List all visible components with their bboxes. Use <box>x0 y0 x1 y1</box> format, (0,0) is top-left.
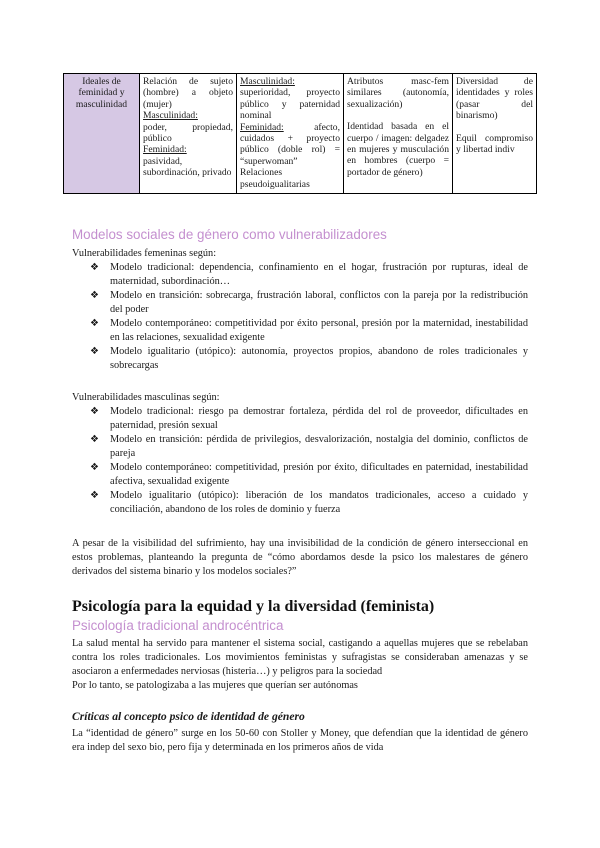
list-item: ❖ Modelo tradicional: dependencia, confinamiento en el hogar, frustración por rupturas, ideal de maternidad, subordinación… <box>90 262 528 287</box>
italic-subheading: Críticas al concepto psico de identidad de género <box>72 710 305 723</box>
cell-text: Diversidad de identidades y roles (pasar del binarismo) <box>456 76 533 122</box>
header-line: Ideales de <box>82 76 121 87</box>
list-intro: Vulnerabilidades masculinas según: <box>72 392 220 403</box>
subsection-heading: Psicología tradicional androcéntrica <box>72 618 284 633</box>
cell-label: Masculinidad: <box>143 110 198 122</box>
cell-text: Relación de sujeto (hombre) a objeto (mujer) <box>143 76 233 110</box>
diamond-bullet-icon: ❖ <box>90 462 99 473</box>
list-item: ❖ Modelo en transición: pérdida de privilegios, desvalorización, nostalgia del dominio, conflictos de pareja <box>90 434 528 459</box>
table-cell-traditional <box>140 74 237 194</box>
table-row <box>64 74 537 194</box>
masculine-vulnerabilities <box>72 391 528 517</box>
feminine-list <box>72 261 528 373</box>
paragraph: La “identidad de género” surge en los 50-60 con Stoller y Money, que defendían que la identidad de género era indep del sexo bio, pero fija y determinada en los primeros años de vida <box>72 728 528 753</box>
list-item: ❖ Modelo contemporáneo: competitividad, presión por éxito, dificultades en paternidad, inestabilidad afectiva, sexualidad exigente <box>90 462 528 487</box>
table-cell-egalitarian <box>453 74 537 194</box>
list-item: ❖ Modelo tradicional: riesgo pa demostrar fortaleza, pérdida del rol de proveedor, dificultades en paternidad, presión sexual <box>90 406 528 431</box>
paragraph: Por lo tanto, se patologizaba a las mujeres que querían ser autónomas <box>72 680 358 691</box>
cell-text: Identidad basada en el cuerpo / imagen: delgadez en mujeres y musculación en hombres (cuerpo = portador de género) <box>347 121 449 178</box>
table-cell-transition <box>237 74 344 194</box>
section-heading: Modelos sociales de género como vulnerabilizadores <box>72 227 387 242</box>
gender-ideals-table <box>63 73 537 194</box>
list-intro: Vulnerabilidades femeninas según: <box>72 248 217 259</box>
main-heading: Psicología para la equidad y la diversidad (feminista) <box>72 598 435 615</box>
list-item: ❖ Modelo en transición: sobrecarga, frustración laboral, conflictos con la pareja por la redistribución del poder <box>90 290 528 315</box>
cell-label: Feminidad: <box>240 121 284 133</box>
diamond-bullet-icon: ❖ <box>90 346 99 357</box>
cell-text: Equil compromiso y libertad indiv <box>456 132 533 156</box>
header-line: feminidad y <box>78 87 125 99</box>
cell-text: pasividad, subordinación, privado <box>143 155 232 179</box>
header-line: masculinidad <box>75 98 128 110</box>
list-item: ❖ Modelo igualitario (utópico): liberación de los mandatos tradicionales, acceso a cuidado y conciliación, abandono de los roles de dominio y fuerza <box>90 490 528 515</box>
feminine-vulnerabilities <box>72 247 528 373</box>
paragraph: La salud mental ha servido para mantener el sistema social, castigando a aquellas mujeres que se rebelaban contra los roles tradicionales. Los movimientos feministas y sufragistas se consideraban amenazas y se asociaron a enfermedades nerviosas (histeria…) y peligros para la sociedad <box>72 638 528 677</box>
diamond-bullet-icon: ❖ <box>90 318 99 329</box>
diamond-bullet-icon: ❖ <box>90 434 99 445</box>
diamond-bullet-icon: ❖ <box>90 490 99 501</box>
cell-text: Relaciones pseudoigualitarias <box>240 167 310 190</box>
cell-label: Feminidad: <box>143 144 187 156</box>
cell-text: poder, propiedad, público <box>143 121 233 145</box>
masculine-list <box>72 405 528 517</box>
diamond-bullet-icon: ❖ <box>90 262 99 273</box>
table-cell-contemporary <box>344 74 453 194</box>
diamond-bullet-icon: ❖ <box>90 406 99 417</box>
table-header-cell <box>64 74 140 194</box>
list-item: ❖ Modelo contemporáneo: competitividad por éxito personal, presión por la maternidad, inestabilidad en las relaciones, sexualidad exigente <box>90 318 528 343</box>
closing-paragraph: A pesar de la visibilidad del sufrimiento, hay una invisibilidad de la condición de género interseccional en estos problemas, planteando la pregunta de “cómo abordamos desde la psico los malestares de género derivados del sistema binario y los modelos sociales?” <box>72 538 528 577</box>
cell-text: afecto, cuidados + proyecto público (doble rol) = “superwoman” <box>240 121 340 167</box>
diamond-bullet-icon: ❖ <box>90 290 99 301</box>
cell-text: Atributos masc-fem similares (autonomía, sexualización) <box>347 76 449 110</box>
cell-text: superioridad, proyecto público y paternidad nominal <box>240 87 340 122</box>
cell-label: Masculinidad: <box>240 76 295 87</box>
list-item: ❖ Modelo igualitario (utópico): autonomía, proyectos propios, abandono de roles tradicionales y sobrecargas <box>90 346 528 371</box>
